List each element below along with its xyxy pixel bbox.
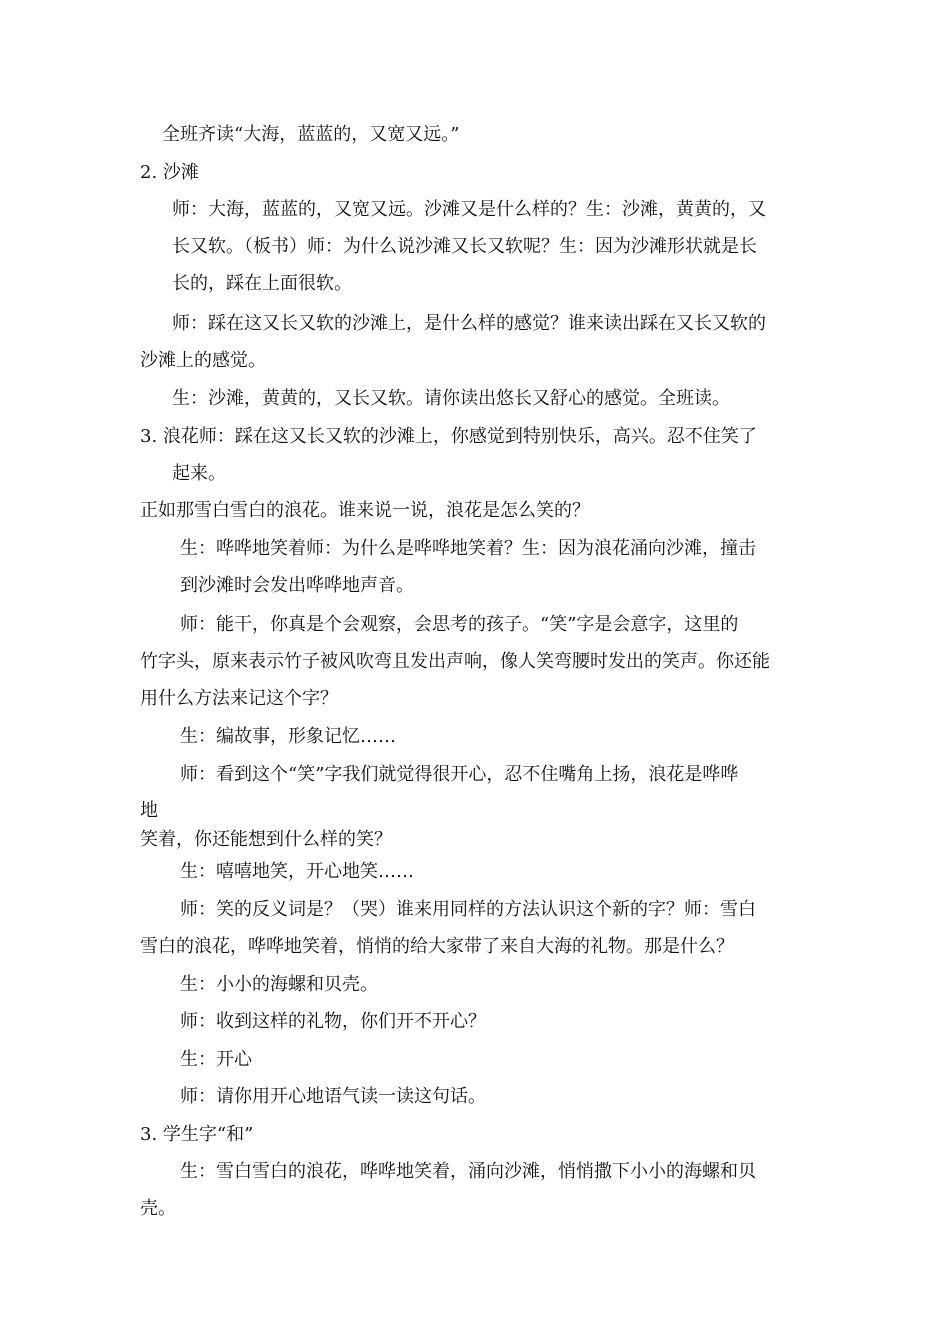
paragraph-line: 师：看到这个“笑”字我们就觉得很开心，忍不住嘴角上扬，浪花是哗哗 bbox=[180, 764, 739, 785]
paragraph-line: 笑着，你还能想到什么样的笑？ bbox=[140, 829, 392, 850]
paragraph-line: 师：收到这样的礼物，你们开不开心？ bbox=[180, 1011, 486, 1032]
paragraph-line: 生：雪白雪白的浪花，哗哗地笑着，涌向沙滩，悄悄撒下小小的海螺和贝 bbox=[180, 1161, 756, 1182]
paragraph-line: 沙滩上的感觉。 bbox=[140, 350, 266, 371]
paragraph-line: 生：沙滩，黄黄的，又长又软。请你读出悠长又舒心的感觉。全班读。 bbox=[172, 388, 730, 409]
paragraph-line: 生：哗哗地笑着师：为什么是哗哗地笑着？生：因为浪花涌向沙滩，撞击 bbox=[180, 538, 756, 559]
paragraph-line: 师：能干，你真是个会观察，会思考的孩子。“笑”字是会意字，这里的 bbox=[180, 614, 739, 635]
paragraph-line: 师：笑的反义词是？（哭）谁来用同样的方法认识这个新的字？师：雪白 bbox=[180, 899, 756, 920]
paragraph-line: 地 bbox=[140, 800, 158, 821]
paragraph-line: 师：踩在这又长又软的沙滩上，是什么样的感觉？谁来读出踩在又长又软的 bbox=[172, 313, 766, 334]
section-heading: 3. 浪花师：踩在这又长又软的沙滩上，你感觉到特别快乐，高兴。忍不住笑了 bbox=[140, 426, 757, 447]
paragraph-line: 长又软。（板书）师：为什么说沙滩又长又软呢？生：因为沙滩形状就是长 bbox=[172, 236, 757, 257]
paragraph-line: 师：请你用开心地语气读一读这句话。 bbox=[180, 1086, 486, 1107]
paragraph-line: 正如那雪白雪白的浪花。谁来说一说，浪花是怎么笑的？ bbox=[140, 500, 590, 521]
paragraph-line: 生：编故事，形象记忆…… bbox=[180, 726, 396, 747]
paragraph-line: 生：小小的海螺和贝壳。 bbox=[180, 974, 378, 995]
paragraph-line: 长的，踩在上面很软。 bbox=[172, 273, 352, 294]
paragraph-line: 起来。 bbox=[172, 463, 226, 484]
paragraph-line: 师：大海，蓝蓝的，又宽又远。沙滩又是什么样的？生：沙滩，黄黄的，又 bbox=[172, 199, 766, 220]
paragraph-line: 到沙滩时会发出哗哗地声音。 bbox=[180, 575, 414, 596]
paragraph-line: 竹字头，原来表示竹子被风吹弯且发出声响，像人笑弯腰时发出的笑声。你还能 bbox=[140, 651, 770, 672]
paragraph-line: 壳。 bbox=[140, 1198, 176, 1219]
paragraph-line: 生：开心 bbox=[180, 1049, 252, 1070]
paragraph-line: 雪白的浪花，哗哗地笑着，悄悄的给大家带了来自大海的礼物。那是什么？ bbox=[140, 936, 734, 957]
paragraph-line: 全班齐读“大海，蓝蓝的，又宽又远。” bbox=[162, 124, 460, 145]
paragraph-line: 生：嘻嘻地笑，开心地笑…… bbox=[180, 861, 414, 882]
section-heading: 2. 沙滩 bbox=[140, 162, 199, 183]
section-heading: 3. 学生字“和” bbox=[140, 1124, 254, 1145]
paragraph-line: 用什么方法来记这个字？ bbox=[140, 688, 338, 709]
